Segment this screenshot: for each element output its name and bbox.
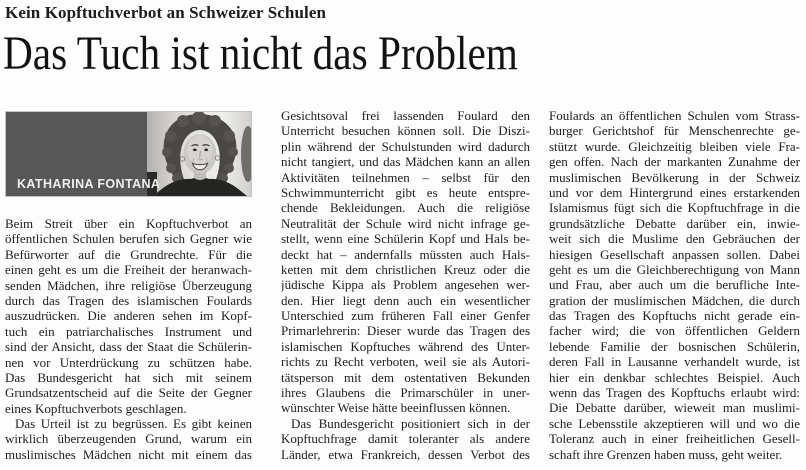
text-line: facher wird; die von öffentlichen Geldern [549, 323, 800, 339]
text-line: wirklich überzeugenden Grund, warum ein [5, 431, 252, 447]
text-line: sind der Ansicht, dass der Staat die Schülerin- [5, 339, 252, 355]
text-line: tätsperson mit dem ostentativen Bekunden [281, 369, 530, 385]
text-line: das Tragen des Kopftuchs nicht gerade ein- [549, 308, 800, 324]
text-line: islamischen Kopftuches während des Unter- [281, 338, 530, 354]
text-line: wenn das Tragen des Kopftuchs erlaubt wird: [549, 385, 800, 401]
text-line: Länder, etwa Frankreich, dessen Verbot des [281, 446, 530, 462]
text-line: stellt, wenn eine Schülerin Kopf und Hals be- [281, 231, 530, 247]
text-line: hier ein denkbar schlechtes Beispiel. Auch [549, 369, 800, 385]
text-line: öffentlichen Schulen berufen sich Gegner wie [5, 231, 252, 247]
text-line: Toleranz auch in einer freiheitlichen Gesell- [549, 431, 800, 447]
text-line: und Frau, aber auch um die berufliche Inte- [549, 277, 800, 293]
text-line: wünschter Weise hätte beeinflussen können. [281, 400, 511, 416]
text-line: deren Fall in Lausanne verhandelt wurde, ist [549, 354, 800, 370]
portrait-illustration [147, 112, 251, 196]
text-line: Grundsatzentscheid auf die Seite der Gegner [5, 385, 252, 401]
text-line: lebende Familie der bosnischen Schülerin, [549, 338, 800, 354]
headline: Das Tuch ist nicht das Problem [3, 27, 518, 80]
author-photo [5, 111, 252, 197]
text-column-3 [549, 108, 800, 462]
column-1-text [5, 216, 252, 462]
text-line: und vor dem Hintergrund eines erstarkenden [549, 184, 800, 200]
text-line: nen vor Unterdrückung zu schützen habe. [5, 354, 252, 370]
text-line: ketten mit dem christlichen Kreuz oder die [281, 261, 530, 277]
text-line: geht es um die Gleichberechtigung von Mann [549, 261, 800, 277]
text-column-1 [5, 216, 252, 462]
column-3-text [549, 108, 800, 462]
text-line: nicht tangiert, und das Mädchen kann an allen [281, 154, 530, 170]
text-line: muslimischen Bevölkerung in der Schweiz [549, 169, 800, 185]
text-line: schaft ihre Grenzen haben muss, geht weiter. [549, 446, 783, 462]
text-line: Unterschied zum früheren Fall einer Genfer [281, 308, 530, 324]
text-line: Das Bundesgericht hat sich mit seinem [5, 369, 252, 385]
text-line: weit sich die Muslime den Gebräuchen der [549, 231, 800, 247]
text-line: eines Kopftuchverbots geschlagen. [5, 400, 187, 416]
text-line: senden Mädchen, ihre religiöse Überzeugung [5, 277, 252, 293]
text-line: hiesigen Gesellschaft anpassen sollen. Dabei [549, 246, 800, 262]
text-line: tuch ein patriarchalisches Instrument und [5, 323, 252, 339]
text-line: sche Lebensstile akzeptieren will und wo die [549, 415, 800, 431]
text-line: Gesichtsoval frei lassenden Foulard den [281, 108, 530, 123]
text-line: Beim Streit über ein Kopftuchverbot an [5, 216, 252, 231]
text-line: Aktivitäten teilnehmen – selbst für den [281, 169, 530, 185]
text-line: muslimisches Mädchen nicht mit einem das [5, 446, 252, 462]
text-line: den. Hier liegt denn auch ein wesentlicher [281, 292, 530, 308]
column-2-text [281, 108, 530, 462]
kicker: Kein Kopftuchverbot an Schweizer Schulen [5, 3, 327, 22]
text-line: Schwimmunterricht gibt es heute entspre- [281, 184, 530, 200]
text-line: plin während der Schulstunden wird dadurch [281, 138, 530, 154]
text-line: jüdische Kippa als Problem angesehen wer- [281, 277, 530, 293]
text-line: Die Debatte darüber, wieweit man muslimi- [549, 400, 800, 416]
text-line: Das Bundesgericht positioniert sich in der [291, 415, 530, 431]
text-line: grundsätzliche Debatte darüber ein, inwie- [549, 215, 800, 231]
text-line: auszudrücken. Die anderen sehen im Kopf- [5, 308, 252, 324]
text-line: Unterricht besuchen können soll. Die Diszi- [281, 123, 530, 139]
text-line: Islamismus fügt sich die Kopftuchfrage in die [549, 200, 800, 216]
text-line: richts zu Recht verboten, weil sie als Autori- [281, 354, 530, 370]
text-line: ihres Glaubens die Primarschüler in uner- [281, 385, 530, 401]
text-line: Neutralität der Schule wird nicht infrage ge- [281, 215, 530, 231]
text-line: Foulards an öffentlichen Schulen vom Strass- [549, 108, 800, 123]
photo-caption: KATHARINA FONTANA [17, 177, 161, 191]
text-line: gration der muslimischen Mädchen, die durch [549, 292, 800, 308]
text-line: Das Urteil ist zu begrüssen. Es gibt keinen [15, 416, 252, 432]
text-line: durch das Tragen des islamischen Foulards [5, 292, 252, 308]
text-column-2 [281, 108, 530, 462]
text-line: Befürworter auf die Grundrechte. Für die [5, 246, 252, 262]
text-line: Primarlehrerin: Dieser wurde das Tragen des [281, 323, 530, 339]
text-line: Kopftuchfrage damit toleranter als andere [281, 431, 530, 447]
text-line: chende Bekleidungen. Auch die religiöse [281, 200, 530, 216]
text-line: burger Gerichtshof für Menschenrechte ge- [549, 123, 800, 139]
text-line: stützt wurde. Gleichzeitig bleiben viele Fra- [549, 138, 800, 154]
text-line: einen geht es um die Freiheit der heranwach- [5, 262, 252, 278]
text-line: gen offen. Nach der markanten Zunahme der [549, 154, 800, 170]
text-line: deckt hat – andernfalls müssten auch Hals- [281, 246, 530, 262]
